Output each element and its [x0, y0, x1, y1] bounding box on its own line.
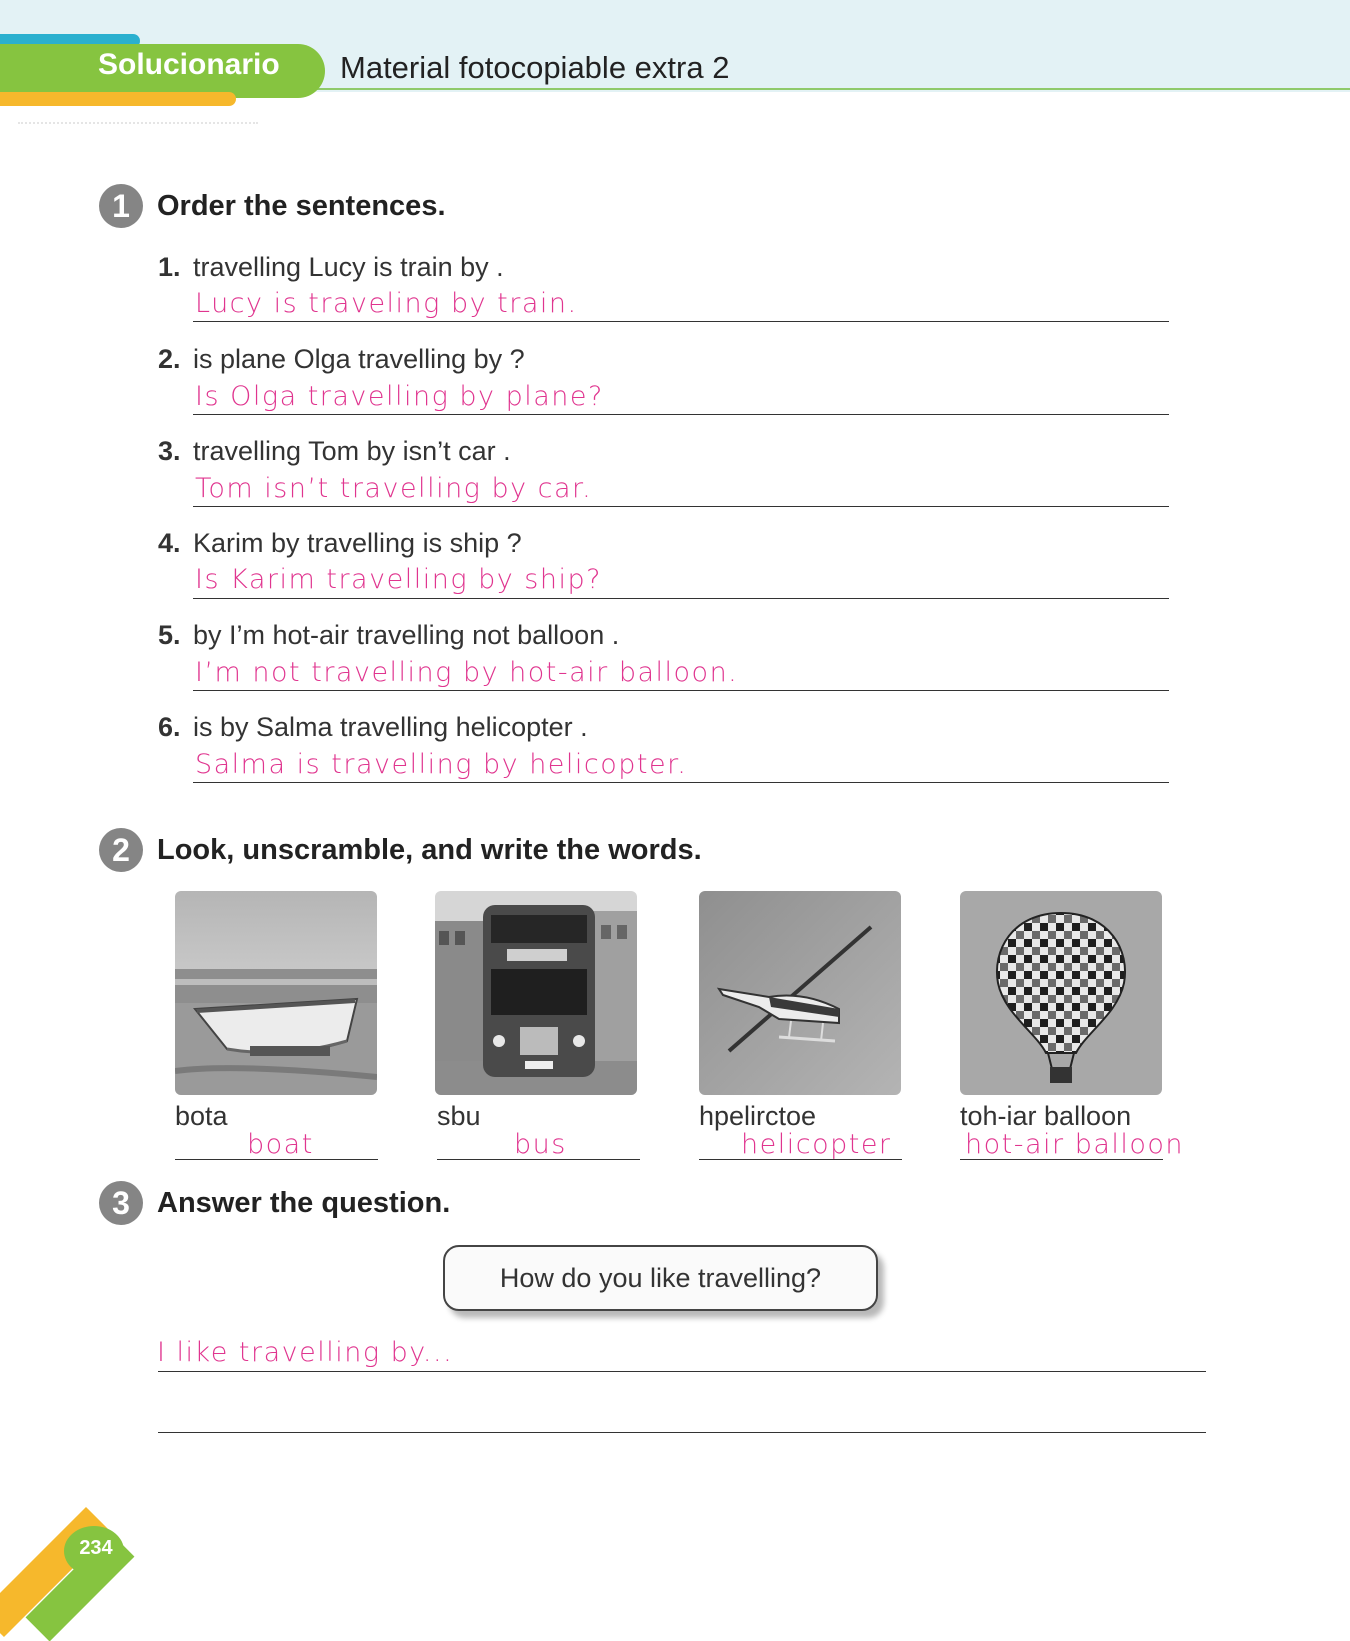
- answer-line: [193, 782, 1169, 783]
- item-number: 3.: [158, 436, 181, 466]
- exercise-3-badge: 3: [99, 1181, 143, 1225]
- question-box: How do you like travelling?: [443, 1245, 878, 1311]
- answer-line: [960, 1159, 1163, 1160]
- item-answer: Salma is travelling by helicopter.: [195, 749, 688, 780]
- item-number: 1.: [158, 252, 181, 282]
- item-number: 5.: [158, 620, 181, 650]
- tab-accent-yellow: [0, 92, 236, 106]
- answer-line: [193, 321, 1169, 322]
- decorative-dots: [18, 122, 258, 124]
- question-answer: I like travelling by...: [157, 1337, 454, 1368]
- item-answer: Lucy is traveling by train.: [195, 288, 578, 319]
- item-prompt: is plane Olga travelling by ?: [193, 344, 525, 374]
- exercise-1-badge: 1: [99, 184, 143, 228]
- bus-photo: [435, 891, 637, 1095]
- header-underline: [300, 88, 1350, 90]
- section-tab-label: Solucionario: [98, 48, 280, 81]
- word-answer: bus: [514, 1129, 567, 1160]
- exercise-2-badge: 2: [99, 828, 143, 872]
- item-answer: Is Olga travelling by plane?: [195, 381, 604, 412]
- item-number: 4.: [158, 528, 181, 558]
- answer-line: [158, 1371, 1206, 1372]
- item-prompt: by I’m hot-air travelling not balloon .: [193, 620, 620, 650]
- item-prompt: travelling Tom by isn’t car .: [193, 436, 511, 466]
- item-prompt: Karim by travelling is ship ?: [193, 528, 522, 558]
- answer-line: [437, 1159, 640, 1160]
- answer-line: [158, 1432, 1206, 1433]
- helicopter-photo: [699, 891, 901, 1095]
- item-prompt: travelling Lucy is train by .: [193, 252, 504, 282]
- item-answer: Tom isn’t travelling by car.: [195, 473, 593, 504]
- scrambled-word: toh-iar balloon: [960, 1101, 1132, 1131]
- answer-line: [193, 598, 1169, 599]
- answer-line: [193, 690, 1169, 691]
- exercise-1-title: Order the sentences.: [157, 190, 446, 222]
- exercise-2-title: Look, unscramble, and write the words.: [157, 834, 702, 866]
- item-number: 2.: [158, 344, 181, 374]
- page-title: Material fotocopiable extra 2: [340, 50, 730, 85]
- hot-air-balloon-photo: [960, 891, 1162, 1095]
- exercise-3-title: Answer the question.: [157, 1187, 451, 1219]
- word-answer: helicopter: [741, 1129, 892, 1160]
- item-prompt: is by Salma travelling helicopter .: [193, 712, 588, 742]
- answer-line: [193, 506, 1169, 507]
- scrambled-word: hpelirctoe: [699, 1101, 817, 1131]
- scrambled-word: sbu: [437, 1101, 481, 1131]
- word-answer: boat: [247, 1129, 314, 1160]
- item-answer: Is Karim travelling by ship?: [195, 564, 602, 595]
- boat-photo: [175, 891, 377, 1095]
- item-answer: I’m not travelling by hot-air balloon.: [195, 657, 739, 688]
- answer-line: [175, 1159, 378, 1160]
- answer-line: [193, 414, 1169, 415]
- page-number: 234: [79, 1537, 113, 1559]
- word-answer: hot-air balloon: [965, 1129, 1185, 1160]
- item-number: 6.: [158, 712, 181, 742]
- scrambled-word: bota: [175, 1101, 228, 1131]
- answer-line: [699, 1159, 902, 1160]
